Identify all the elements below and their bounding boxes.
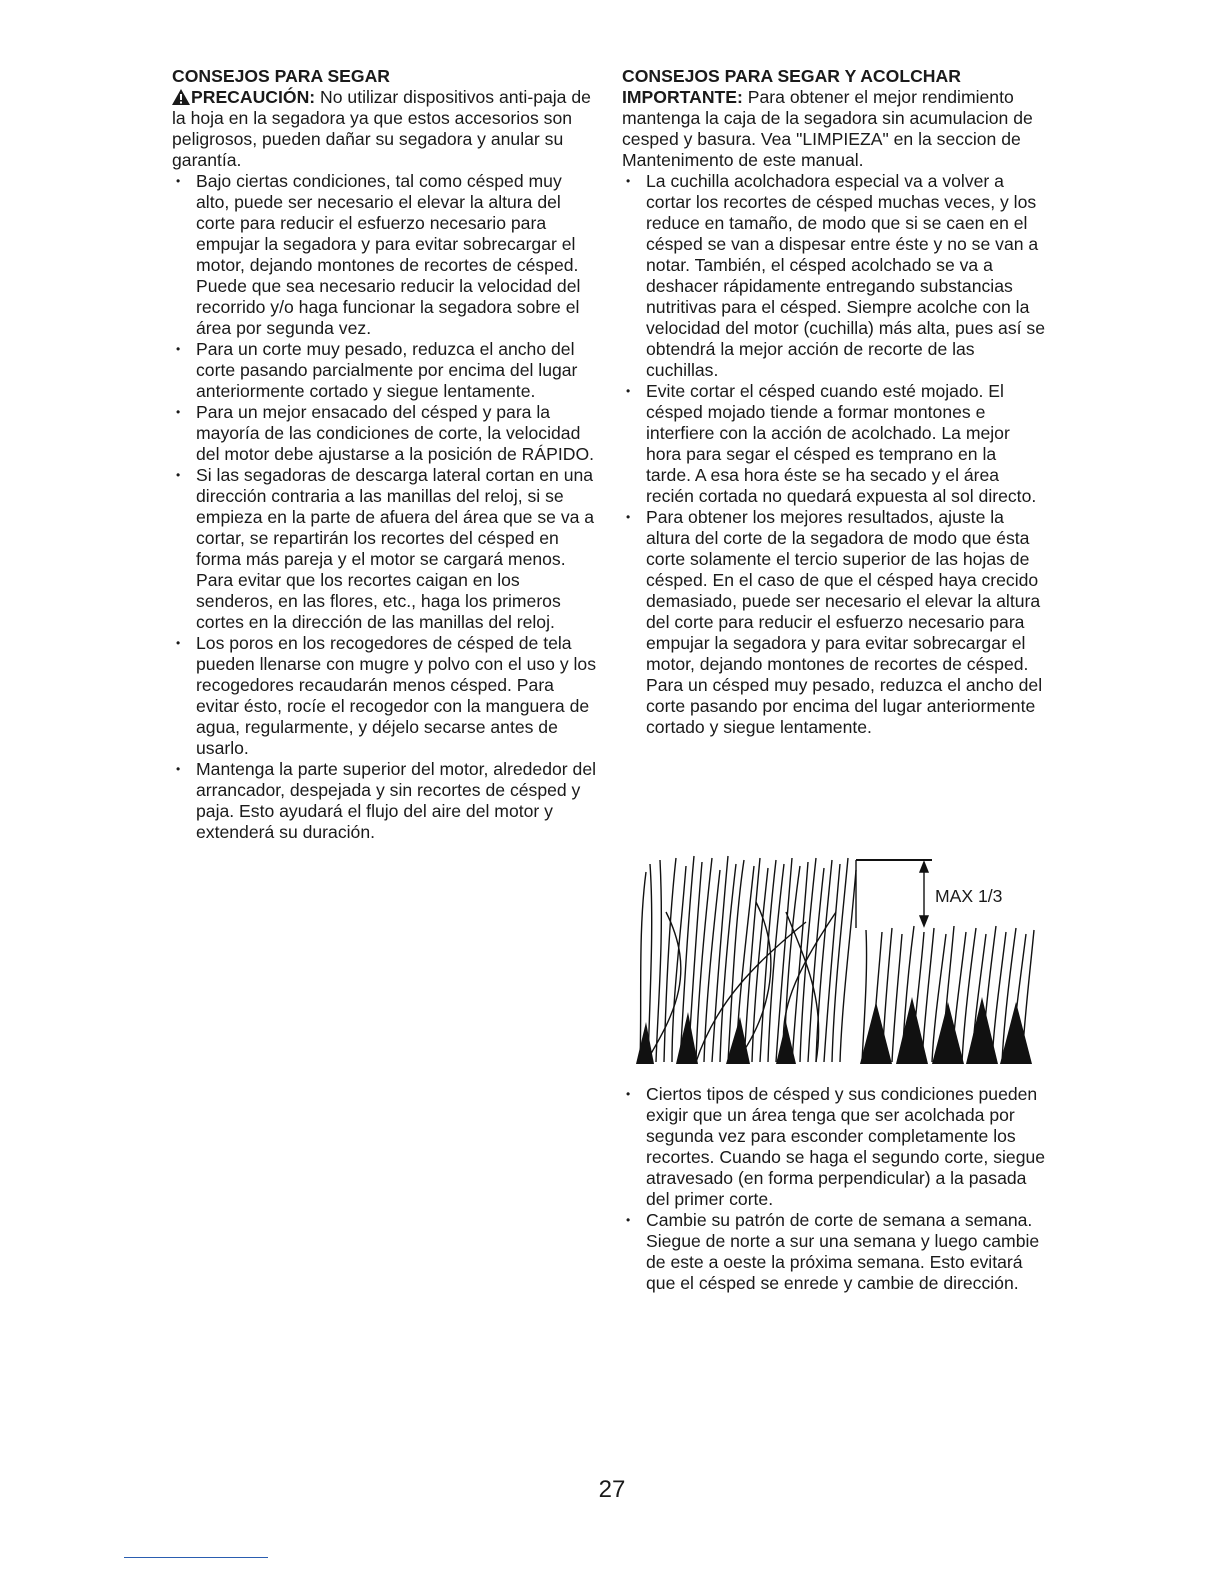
left-column xyxy=(172,66,596,843)
list-item: • Mantenga la parte superior del motor, alrededor del arrancador, despejada y sin recortes de césped y paja. Esto ayudará el flujo del aire del motor y extenderá su duración. xyxy=(172,759,596,843)
list-item: • Para un mejor ensacado del césped y para la mayoría de las condiciones de corte, la velocidad del motor debe ajustarse a la posición de RÁPIDO. xyxy=(172,402,596,465)
list-item: • Ciertos tipos de césped y sus condiciones pueden exigir que un área tenga que ser acolchada por segunda vez para esconder completamente los recortes. Cuando se haga el segundo corte, siegue atravesado (en forma perpendicular) a la pasada del primer corte. xyxy=(622,1084,1046,1210)
warning-triangle-icon xyxy=(172,89,190,105)
caution-text: No utilizar dispositivos anti-paja de la hoja en la segadora ya que estos accesorios son peligrosos, pueden dañar su segadora y anular su garantía. xyxy=(172,87,591,170)
list-item: • Evite cortar el césped cuando esté mojado. El césped mojado tiende a formar montones e interfiere con la acción de acolchado. La mejor hora para segar el césped es temprano en la tarde. A esa hora éste se ha secado y el área recién cortada no quedará expuesta al sol directo. xyxy=(622,381,1046,507)
important-label: IMPORTANTE: xyxy=(622,87,743,107)
right-column-lower xyxy=(622,1084,1046,1294)
mowing-tips-heading: CONSEJOS PARA SEGAR xyxy=(172,66,391,86)
page-number: 27 xyxy=(598,1476,626,1503)
mowing-tips-list xyxy=(172,171,596,843)
list-item: • Para obtener los mejores resultados, ajuste la altura del corte de la segadora de modo que ésta corte solamente el tercio superior de las hojas de césped. En el caso de que el césped haya crecido demasiado, puede ser necesario el elevar la altura del corte para reducir el esfuerzo necesario para empujar la segadora y para evitar sobrecargar el motor, dejando montones de recortes de césped. Para un césped muy pesado, reduzca el ancho del corte pasando por encima del lugar anteriormente cortado y siegue lentamente. xyxy=(622,507,1046,738)
tall-grass-blades xyxy=(640,856,856,1062)
max-height-marker xyxy=(856,860,932,928)
list-item: • Cambie su patrón de corte de semana a semana. Siegue de norte a sur una semana y luego cambie de este a oeste la próxima semana. Esto evitará que el césped se enrede y cambie de dirección. xyxy=(622,1210,1046,1294)
important-paragraph xyxy=(622,87,1046,171)
footer-rule xyxy=(124,1557,268,1558)
list-item: • Los poros en los recogedores de césped de tela pueden llenarse con mugre y polvo con el uso y los recogedores recaudarán menos césped. Para evitar ésto, rocíe el recogedor con la manguera de agua, regularmente, y déjelo secarse antes de usarlo. xyxy=(172,633,596,759)
list-item: • Si las segadoras de descarga lateral cortan en una dirección contraria a las manillas del reloj, si se empieza en la parte de afuera del área que se va a cortar, se repartirán los recortes del césped en forma más pareja y el motor se cargará menos. Para evitar que los recortes caigan en los senderos, en las flores, etc., haga los primeros cortes en la dirección de las manillas del reloj. xyxy=(172,465,596,633)
list-item: • Para un corte muy pesado, reduzca el ancho del corte pasando parcialmente por encima del lugar anteriormente cortado y siegue lentamente. xyxy=(172,339,596,402)
list-item: • Bajo ciertas condiciones, tal como césped muy alto, puede ser necesario el elevar la altura del corte para reducir el esfuerzo necesario para empujar la segadora y para evitar sobrecargar el motor, dejando montones de recortes de césped. Puede que sea necesario reducir la velocidad del recorrido y/o haga funcionar la segadora sobre el área por segunda vez. xyxy=(172,171,596,339)
mulching-tips-list-continued xyxy=(622,1084,1046,1294)
caution-paragraph xyxy=(172,87,596,171)
max-one-third-label: MAX 1/3 xyxy=(935,886,1003,906)
mulching-tips-list xyxy=(622,171,1046,738)
important-text: Para obtener el mejor rendimiento mantenga la caja de la segadora sin acumulacion de cesped y basura. Vea "LIMPIEZA" en la seccion de Mantenimento de este manual. xyxy=(622,87,1033,170)
grass-height-illustration xyxy=(636,852,1040,1064)
right-column xyxy=(622,66,1046,738)
mulching-tips-heading: CONSEJOS PARA SEGAR Y ACOLCHAR xyxy=(622,66,961,86)
caution-label: PRECAUCIÓN: xyxy=(191,87,316,107)
list-item: • La cuchilla acolchadora especial va a volver a cortar los recortes de césped muchas veces, y los reduce en tamaño, de modo que si se caen en el césped se van a dispesar entre éste y no se van a notar. También, el césped acolchado se va a deshacer rápidamente entregando substancias nutritivas para el césped. Siempre acolche con la velocidad del motor (cuchilla) más alta, pues así se obtendrá la mejor acción de recorte de las cuchillas. xyxy=(622,171,1046,381)
